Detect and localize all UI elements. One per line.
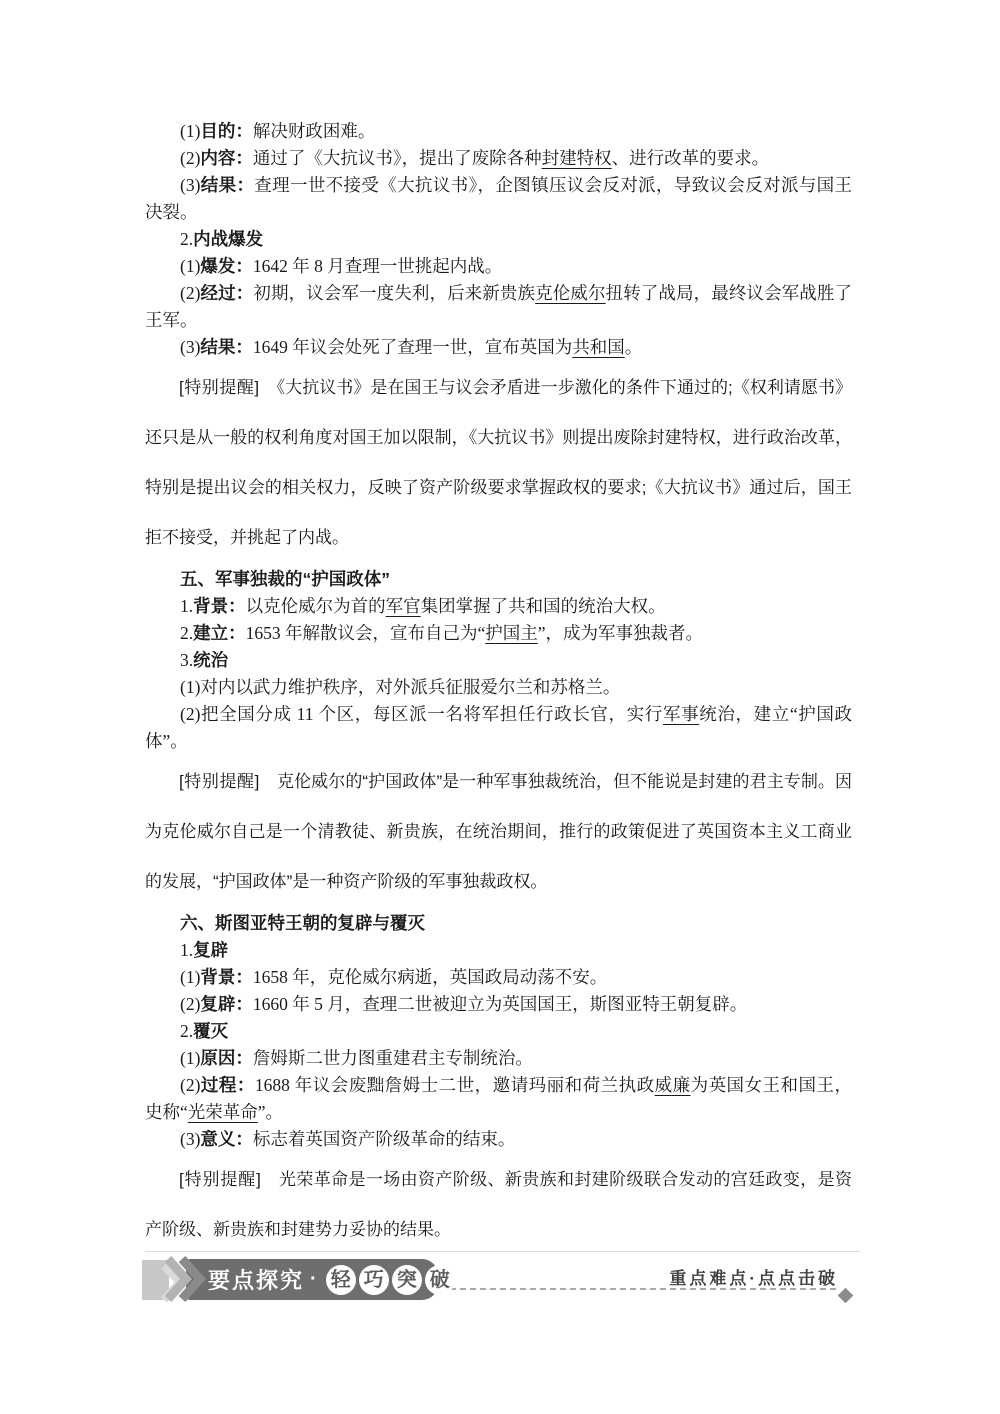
paragraph-heading [145, 937, 852, 964]
text-segment: 初期，议会军一度失利，后来新贵族 [253, 283, 536, 303]
note-label: [特别提醒] [179, 772, 260, 791]
text-segment: 五、军事独裁的“护国政体” [180, 569, 390, 589]
text-segment: (2) [180, 1075, 201, 1095]
banner-circle-char: 巧 [359, 1265, 389, 1295]
paragraph-body [145, 674, 852, 701]
footer-caption: 重点难点·点点击破 [669, 1269, 838, 1288]
paragraph-note [145, 757, 852, 907]
paragraph-body [145, 145, 852, 172]
text-segment: 复辟： [200, 994, 253, 1014]
text-segment: 查理一世不接受《大抗议书》，企图镇压议会反对派，导致议会反对派与国王决裂。 [145, 175, 852, 222]
text-segment: ”。 [257, 1102, 284, 1122]
text-segment: 护国主 [485, 623, 538, 643]
paragraph-note [145, 363, 852, 563]
paragraph-body [145, 118, 852, 145]
paragraph-heading [145, 1018, 852, 1045]
paragraph-note [145, 1155, 852, 1255]
text-segment: 1660 年 5 月，查理二世被迎立为英国国王，斯图亚特王朝复辟。 [252, 994, 748, 1014]
text-segment: (2) [180, 283, 201, 303]
diamond-icon [838, 1288, 854, 1304]
text-segment: 克伦威尔的“护国政体”是一种军事独裁统治，但不能说是封建的君主专制。因为克伦威尔自己是一个清教徒、新贵族，在统治期间，推行的政策促进了英国资本主义工商业的发展，“护国政体”是一种资产阶级的军事独裁政权。 [145, 772, 852, 891]
text-segment: 1. [180, 940, 194, 960]
text-segment: (2) [180, 148, 201, 168]
text-segment: 结果： [200, 175, 255, 195]
text-segment: 背景： [200, 967, 253, 987]
paragraph-body [145, 280, 852, 334]
text-segment: 。 [624, 337, 643, 357]
text-segment: 3. [180, 650, 194, 670]
text-segment: 统治 [193, 650, 229, 670]
text-segment: 、进行改革的要求。 [611, 148, 770, 168]
text-segment: 1642 年 8 月查理一世挑起内战。 [252, 256, 503, 276]
text-segment: 为英国女王和国王，史称“ [145, 1075, 853, 1122]
text-segment: 威廉 [654, 1075, 691, 1095]
paragraph-section [145, 910, 852, 937]
text-segment: (3) [180, 1129, 201, 1149]
text-segment: 以克伦威尔为首的 [245, 596, 386, 616]
section-banner [186, 1259, 450, 1300]
document-content [145, 118, 852, 1257]
text-segment: 2. [180, 1021, 194, 1041]
paragraph-body [145, 1072, 852, 1126]
banner-circles [323, 1265, 455, 1295]
text-segment: 覆灭 [193, 1021, 229, 1041]
text-segment: ”，成为军事独裁者。 [537, 623, 704, 643]
paragraph-body [145, 620, 852, 647]
text-segment: 结果： [200, 337, 253, 357]
text-segment: 《大抗议书》是在国王与议会矛盾进一步激化的条件下通过的;《权利请愿书》还只是从一般的权利角度对国王加以限制，《大抗议书》则提出废除封建特权，进行政治改革，特别是提出议会的相关权力，反映了资产阶级要求掌握政权的要求;《大抗议书》通过后，国王拒不接受，并挑起了内战。 [145, 378, 852, 547]
text-segment: 共和国 [572, 337, 625, 357]
text-segment: 解决财政困难。 [252, 121, 376, 141]
text-segment: 集团掌握了共和国的统治大权。 [420, 596, 666, 616]
paragraph-heading [145, 647, 852, 674]
text-segment: 内容： [200, 148, 253, 168]
text-segment: 通过了《大抗议书》，提出了废除各种 [252, 148, 542, 168]
banner-circle-char: 突 [392, 1265, 422, 1295]
text-segment: 1688 年议会废黜詹姆士二世，邀请玛丽和荷兰执政 [254, 1075, 655, 1095]
paragraph-body [145, 964, 852, 991]
paragraph-body [145, 253, 852, 280]
text-segment: 内战爆发 [193, 229, 264, 249]
paragraph-body [145, 991, 852, 1018]
text-segment: 2. [180, 229, 194, 249]
text-segment: 原因： [200, 1048, 253, 1068]
text-segment: 爆发： [200, 256, 253, 276]
text-segment: (1) [180, 967, 201, 987]
note-label: [特别提醒] [179, 1170, 262, 1189]
text-segment: 1653 年解散议会，宣布自己为“ [245, 623, 486, 643]
text-segment: 1658 年，克伦威尔病逝，英国政局动荡不安。 [252, 967, 608, 987]
text-segment: (2) [180, 994, 201, 1014]
text-segment: 复辟 [193, 940, 229, 960]
text-segment: 封建特权 [541, 148, 612, 168]
text-segment: 克伦威尔 [535, 283, 606, 303]
text-segment: 意义： [200, 1129, 253, 1149]
text-segment: 六、斯图亚特王朝的复辟与覆灭 [180, 913, 425, 933]
text-segment: 1. [180, 596, 194, 616]
banner-dot-icon: · [310, 1268, 317, 1290]
paragraph-body [145, 172, 852, 226]
note-label: [特别提醒] [179, 378, 260, 397]
text-segment: 光荣革命 [187, 1102, 258, 1122]
text-segment: 标志着英国资产阶级革命的结束。 [252, 1129, 516, 1149]
text-segment: 扭转了战局，最终议会军战胜了王军。 [145, 283, 853, 330]
text-segment: (2)把全国分成 11 个区，每区派一名将军担任行政长官，实行 [180, 704, 663, 724]
paragraph-body [145, 701, 852, 755]
paragraph-body [145, 334, 852, 361]
paragraph-body [145, 593, 852, 620]
text-segment: (3) [180, 337, 201, 357]
banner-circle-char: 破 [425, 1265, 455, 1295]
text-segment: (1)对内以武力维护秩序，对外派兵征服爱尔兰和苏格兰。 [180, 677, 621, 697]
text-segment: 军官 [385, 596, 421, 616]
text-segment: 建立： [193, 623, 246, 643]
text-segment: 1649 年议会处死了查理一世，宣布英国为 [252, 337, 573, 357]
text-segment: 詹姆斯二世力图重建君主专制统治。 [252, 1048, 533, 1068]
text-segment: 背景： [193, 596, 246, 616]
paragraph-body [145, 1126, 852, 1153]
text-segment: (1) [180, 121, 201, 141]
text-segment: (1) [180, 1048, 201, 1068]
text-segment: 统治，建立“护国政体”。 [145, 704, 852, 751]
paragraph-heading [145, 226, 852, 253]
text-segment: (3) [180, 175, 201, 195]
text-segment: 军事 [662, 704, 700, 724]
text-segment: 经过： [200, 283, 254, 303]
text-segment: 过程： [200, 1075, 255, 1095]
banner-title: 要点探究 [208, 1268, 305, 1293]
text-segment: (1) [180, 256, 201, 276]
paragraph-body [145, 1045, 852, 1072]
text-segment: 光荣革命是一场由资产阶级、新贵族和封建阶级联合发动的宫廷政变，是资产阶级、新贵族和封建势力妥协的结果。 [145, 1170, 852, 1239]
paragraph-section [145, 566, 852, 593]
text-segment: 2. [180, 623, 194, 643]
banner-chevrons-icon [142, 1254, 216, 1304]
footer-top-rule [145, 1251, 860, 1252]
text-segment: 目的： [200, 121, 253, 141]
banner-circle-char: 轻 [326, 1265, 356, 1295]
